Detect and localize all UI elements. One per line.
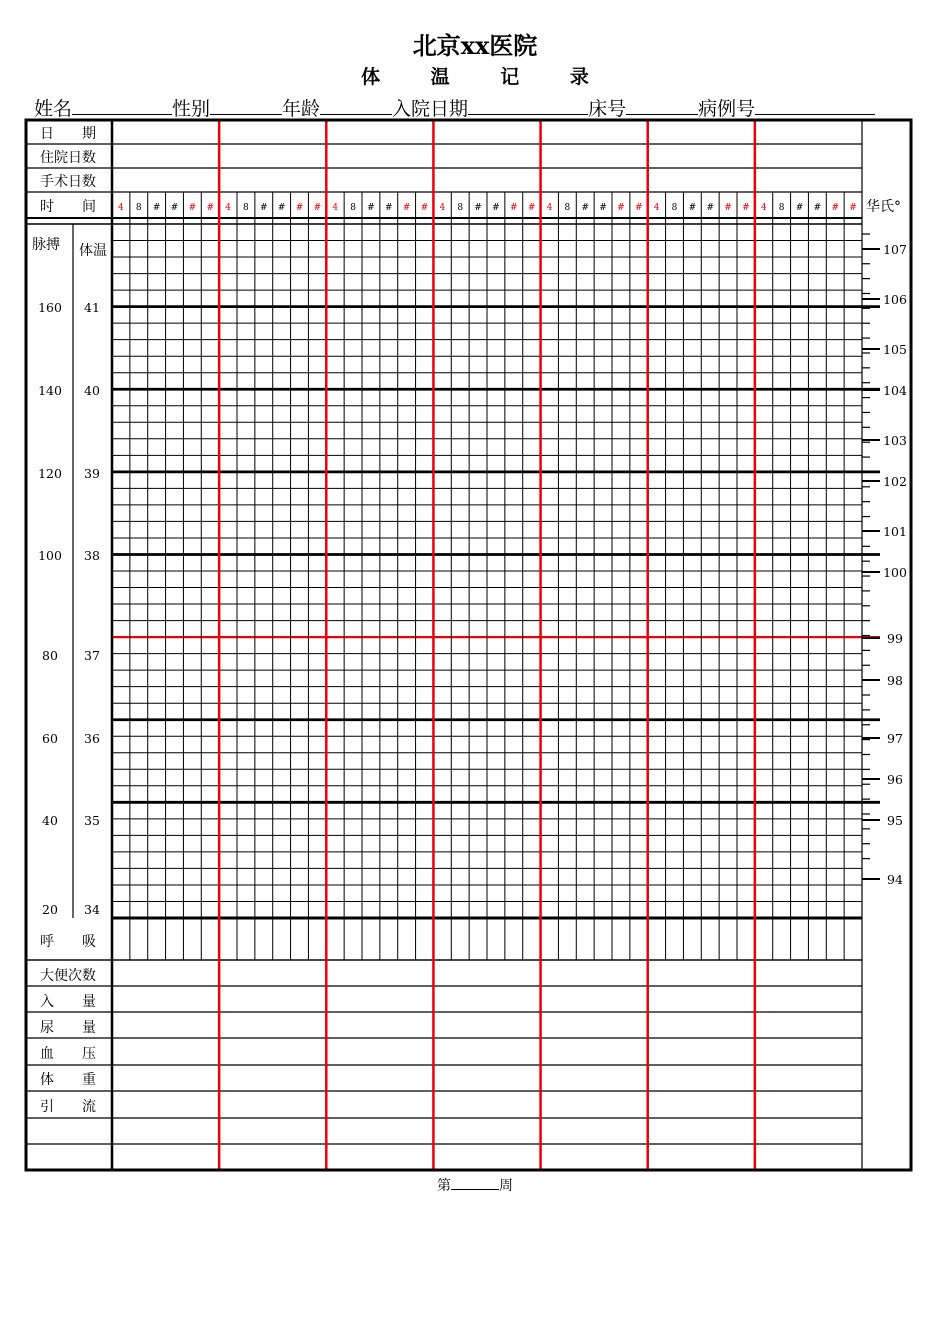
time-slot-label: # — [277, 203, 286, 213]
week-suffix: 周 — [499, 1178, 513, 1194]
time-slot-label: 4 — [546, 203, 553, 213]
time-slot-label: 8 — [135, 203, 142, 213]
celsius-tick-label: 41 — [84, 300, 100, 315]
time-slot-label: # — [581, 203, 589, 213]
week-prefix: 第 — [437, 1178, 451, 1194]
fahrenheit-tick-label: 107 — [883, 242, 907, 257]
time-slot-label: # — [474, 203, 482, 213]
time-slot-label: 8 — [457, 203, 464, 213]
fahrenheit-axis-label: 华氏° — [866, 199, 901, 215]
time-slot-label: # — [724, 203, 732, 213]
bed-label: 床号 — [588, 98, 627, 120]
row-label-stool-count: 大便次数 — [40, 968, 96, 984]
time-slot-label: 8 — [671, 203, 678, 213]
celsius-tick-label: 39 — [84, 466, 100, 481]
time-slot-label: 8 — [350, 203, 356, 213]
time-slot-label: # — [188, 203, 197, 213]
fahrenheit-tick-label: 96 — [887, 772, 903, 787]
celsius-tick-label: 34 — [84, 902, 100, 917]
time-slot-label: # — [295, 203, 304, 213]
pulse-tick-label: 100 — [38, 548, 62, 563]
time-slot-label: 4 — [118, 203, 124, 213]
pulse-tick-label: 140 — [38, 383, 62, 398]
row-label-urine: 尿 量 — [40, 1020, 96, 1036]
row-label-date: 日 期 — [40, 126, 96, 142]
case-number-label: 病例号 — [698, 98, 756, 120]
time-slot-label: # — [402, 203, 411, 213]
time-slot-label: 4 — [439, 203, 446, 213]
pulse-tick-label: 120 — [38, 466, 62, 481]
fahrenheit-tick-label: 101 — [883, 524, 907, 539]
time-slot-label: 4 — [653, 203, 660, 213]
time-slot-label: # — [617, 203, 625, 213]
fahrenheit-tick-label: 97 — [887, 731, 903, 746]
row-label-blood-pressure: 血 压 — [40, 1046, 96, 1062]
time-slot-label: 4 — [225, 203, 231, 213]
fahrenheit-tick-label: 94 — [887, 872, 903, 887]
fahrenheit-tick-label: 100 — [883, 565, 907, 580]
pulse-tick-label: 80 — [42, 648, 58, 663]
row-label-intake: 入 量 — [40, 994, 96, 1010]
time-slot-label: # — [420, 203, 429, 213]
time-slot-label: # — [152, 203, 161, 213]
time-slot-label: # — [492, 203, 500, 213]
fahrenheit-tick-label: 102 — [883, 474, 907, 489]
week-number-field[interactable] — [451, 1177, 499, 1190]
time-slot-label: # — [313, 203, 322, 213]
pulse-axis-label: 脉搏 — [32, 237, 60, 253]
age-label: 年龄 — [282, 98, 321, 120]
temperature-axis-label: 体温 — [79, 243, 107, 259]
row-label-time: 时 间 — [40, 199, 96, 215]
fahrenheit-tick-label: 95 — [887, 813, 903, 828]
week-footer — [0, 1175, 950, 1195]
time-slot-label: 4 — [760, 203, 767, 213]
time-slot-label: 4 — [332, 203, 339, 213]
admission-date-label: 入院日期 — [392, 98, 469, 120]
sex-label: 性别 — [172, 98, 211, 120]
time-slot-label: # — [706, 203, 714, 213]
pulse-tick-label: 60 — [42, 731, 58, 746]
celsius-tick-label: 37 — [84, 648, 100, 663]
time-slot-label: # — [635, 203, 643, 213]
chart-title: 体 温 记 录 — [361, 66, 611, 88]
time-slot-label: 8 — [243, 203, 249, 213]
time-slot-label: # — [510, 203, 518, 213]
time-slot-label: # — [849, 203, 857, 213]
row-label-weight: 体 重 — [40, 1072, 96, 1088]
time-slot-label: # — [813, 203, 822, 213]
time-slot-label: # — [831, 203, 839, 213]
time-slot-label: # — [599, 203, 607, 213]
row-label-drainage: 引 流 — [40, 1099, 96, 1115]
fahrenheit-tick-label: 98 — [887, 673, 903, 688]
name-label: 姓名 — [34, 98, 73, 120]
fahrenheit-tick-label: 105 — [883, 342, 907, 357]
pulse-tick-label: 160 — [38, 300, 62, 315]
time-slot-label: 8 — [778, 203, 785, 213]
time-slot-label: # — [170, 203, 179, 213]
row-label-hospital-days: 住院日数 — [40, 150, 96, 166]
fahrenheit-tick-label: 106 — [883, 292, 907, 307]
time-slot-label: # — [742, 203, 750, 213]
time-slot-label: # — [367, 203, 375, 213]
fahrenheit-tick-label: 103 — [883, 433, 907, 448]
celsius-tick-label: 40 — [84, 383, 100, 398]
time-slot-label: # — [206, 203, 214, 213]
time-slot-label: # — [385, 203, 393, 213]
time-slot-label: # — [688, 203, 697, 213]
fahrenheit-tick-label: 99 — [887, 631, 903, 646]
celsius-tick-label: 35 — [84, 813, 100, 828]
hospital-name: 北京xx医院 — [412, 31, 538, 60]
time-slot-label: # — [527, 203, 536, 213]
pulse-tick-label: 20 — [42, 902, 58, 917]
time-slot-label: # — [260, 203, 268, 213]
time-slot-label: 8 — [564, 203, 571, 213]
celsius-tick-label: 36 — [84, 731, 100, 746]
time-slot-label: # — [795, 203, 804, 213]
row-label-surgery-days: 手术日数 — [40, 174, 96, 190]
pulse-tick-label: 40 — [42, 813, 58, 828]
row-label-respiration: 呼 吸 — [40, 934, 96, 950]
celsius-tick-label: 38 — [84, 548, 100, 563]
fahrenheit-tick-label: 104 — [883, 383, 907, 398]
